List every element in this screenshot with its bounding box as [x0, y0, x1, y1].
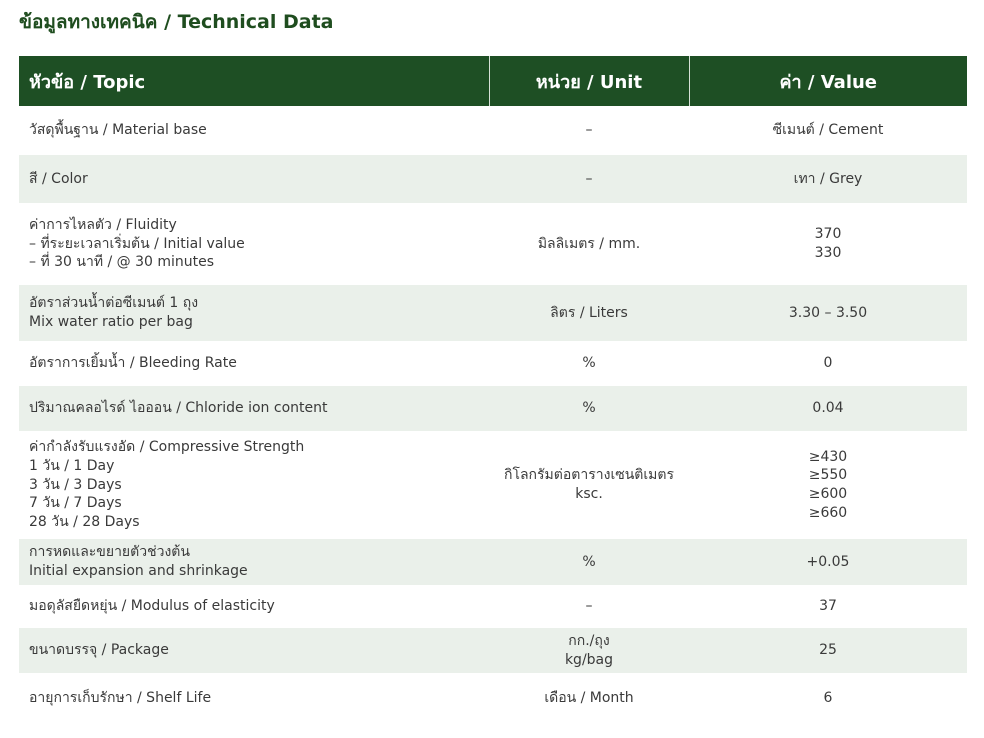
table-row	[19, 106, 967, 155]
unit-cell	[489, 106, 689, 155]
value-text: ≥550	[808, 467, 848, 484]
unit-text: ksc.	[575, 486, 603, 502]
topic-cell	[19, 431, 489, 539]
topic-text: อัตราส่วนน้ำต่อซีเมนต์ 1 ถุง	[29, 295, 199, 312]
topic-text: มอดุลัสยืดหยุ่น / Modulus of elasticity	[29, 598, 275, 615]
unit-cell	[489, 285, 689, 341]
value-cell	[689, 203, 967, 285]
table-row	[19, 539, 967, 585]
topic-cell	[19, 539, 489, 585]
page-title: ข้อมูลทางเทคนิค / Technical Data	[19, 11, 334, 33]
value-text: 25	[819, 642, 837, 659]
unit-text: –	[585, 598, 593, 615]
topic-text: 7 วัน / 7 Days	[29, 495, 122, 512]
unit-cell	[489, 341, 689, 386]
value-text: ซีเมนต์ / Cement	[772, 122, 884, 139]
topic-cell	[19, 155, 489, 203]
topic-text: ค่ากำลังรับแรงอัด / Compressive Strength	[29, 439, 305, 456]
unit-text: กิโลกรัมต่อตารางเซนติเมตร	[503, 467, 675, 484]
table-row	[19, 285, 967, 341]
header-topic: หัวข้อ / Topic	[19, 56, 489, 106]
value-cell	[689, 431, 967, 539]
value-text: 370	[814, 226, 842, 243]
value-text: +0.05	[806, 553, 850, 570]
header-unit: หน่วย / Unit	[489, 56, 689, 106]
table-row	[19, 203, 967, 285]
unit-cell	[489, 155, 689, 203]
unit-cell	[489, 203, 689, 285]
topic-text: อัตราการเยิ้มน้ำ / Bleeding Rate	[29, 355, 237, 372]
topic-text: – ที่ 30 นาที / @ 30 minutes	[29, 254, 215, 271]
topic-text: ปริมาณคลอไรด์ ไอออน / Chloride ion content	[29, 400, 328, 417]
unit-text: ลิตร / Liters	[550, 304, 628, 321]
unit-cell	[489, 628, 689, 673]
table-row	[19, 341, 967, 386]
value-cell	[689, 155, 967, 203]
unit-cell	[489, 585, 689, 628]
topic-cell	[19, 585, 489, 628]
unit-text: %	[582, 400, 596, 417]
topic-text: สี / Color	[29, 170, 88, 187]
value-text: 6	[823, 689, 833, 706]
topic-text: 28 วัน / 28 Days	[29, 514, 140, 531]
topic-cell	[19, 203, 489, 285]
topic-text: – ที่ระยะเวลาเริ่มต้น / Initial value	[29, 235, 245, 252]
topic-text: อายุการเก็บรักษา / Shelf Life	[29, 689, 212, 706]
value-cell	[689, 673, 967, 723]
topic-text: 3 วัน / 3 Days	[29, 476, 122, 493]
value-text: 330	[814, 245, 842, 261]
technical-data-table	[19, 56, 967, 723]
table-row	[19, 155, 967, 203]
unit-text: %	[582, 355, 596, 372]
topic-cell	[19, 106, 489, 155]
header-value: ค่า / Value	[689, 56, 967, 106]
unit-text: %	[582, 553, 596, 570]
unit-cell	[489, 431, 689, 539]
unit-text: kg/bag	[564, 651, 614, 668]
table-row	[19, 386, 967, 431]
unit-text: –	[585, 122, 593, 139]
table-row	[19, 628, 967, 673]
topic-text: Mix water ratio per bag	[29, 314, 193, 330]
topic-cell	[19, 285, 489, 341]
table-row	[19, 585, 967, 628]
value-text: เทา / Grey	[793, 170, 863, 187]
value-text: 0.04	[812, 400, 844, 417]
value-cell	[689, 341, 967, 386]
value-text: ≥430	[808, 448, 848, 465]
unit-text: กก./ถุง	[568, 632, 610, 649]
value-cell	[689, 585, 967, 628]
table-row	[19, 673, 967, 723]
unit-text: –	[585, 170, 593, 187]
topic-text: 1 วัน / 1 Day	[29, 457, 115, 474]
value-cell	[689, 285, 967, 341]
topic-text: ค่าการไหลตัว / Fluidity	[29, 216, 177, 233]
unit-cell	[489, 386, 689, 431]
table-header-row	[19, 56, 967, 106]
value-cell	[689, 386, 967, 431]
table-row	[19, 431, 967, 539]
topic-text: วัสดุพื้นฐาน / Material base	[29, 122, 207, 139]
value-text: 37	[819, 598, 837, 615]
unit-cell	[489, 673, 689, 723]
unit-cell	[489, 539, 689, 585]
value-text: 0	[823, 355, 833, 372]
unit-text: มิลลิเมตร / mm.	[537, 235, 641, 252]
table-body	[19, 106, 967, 723]
topic-text: Initial expansion and shrinkage	[29, 563, 248, 579]
topic-text: การหดและขยายตัวช่วงต้น	[29, 544, 190, 561]
value-cell	[689, 539, 967, 585]
topic-cell	[19, 673, 489, 723]
value-text: ≥660	[808, 504, 848, 521]
value-cell	[689, 106, 967, 155]
value-text: ≥600	[808, 486, 848, 502]
value-text: 3.30 – 3.50	[788, 304, 868, 321]
topic-cell	[19, 341, 489, 386]
topic-cell	[19, 628, 489, 673]
unit-text: เดือน / Month	[544, 689, 634, 706]
topic-cell	[19, 386, 489, 431]
value-cell	[689, 628, 967, 673]
topic-text: ขนาดบรรจุ / Package	[29, 642, 169, 659]
